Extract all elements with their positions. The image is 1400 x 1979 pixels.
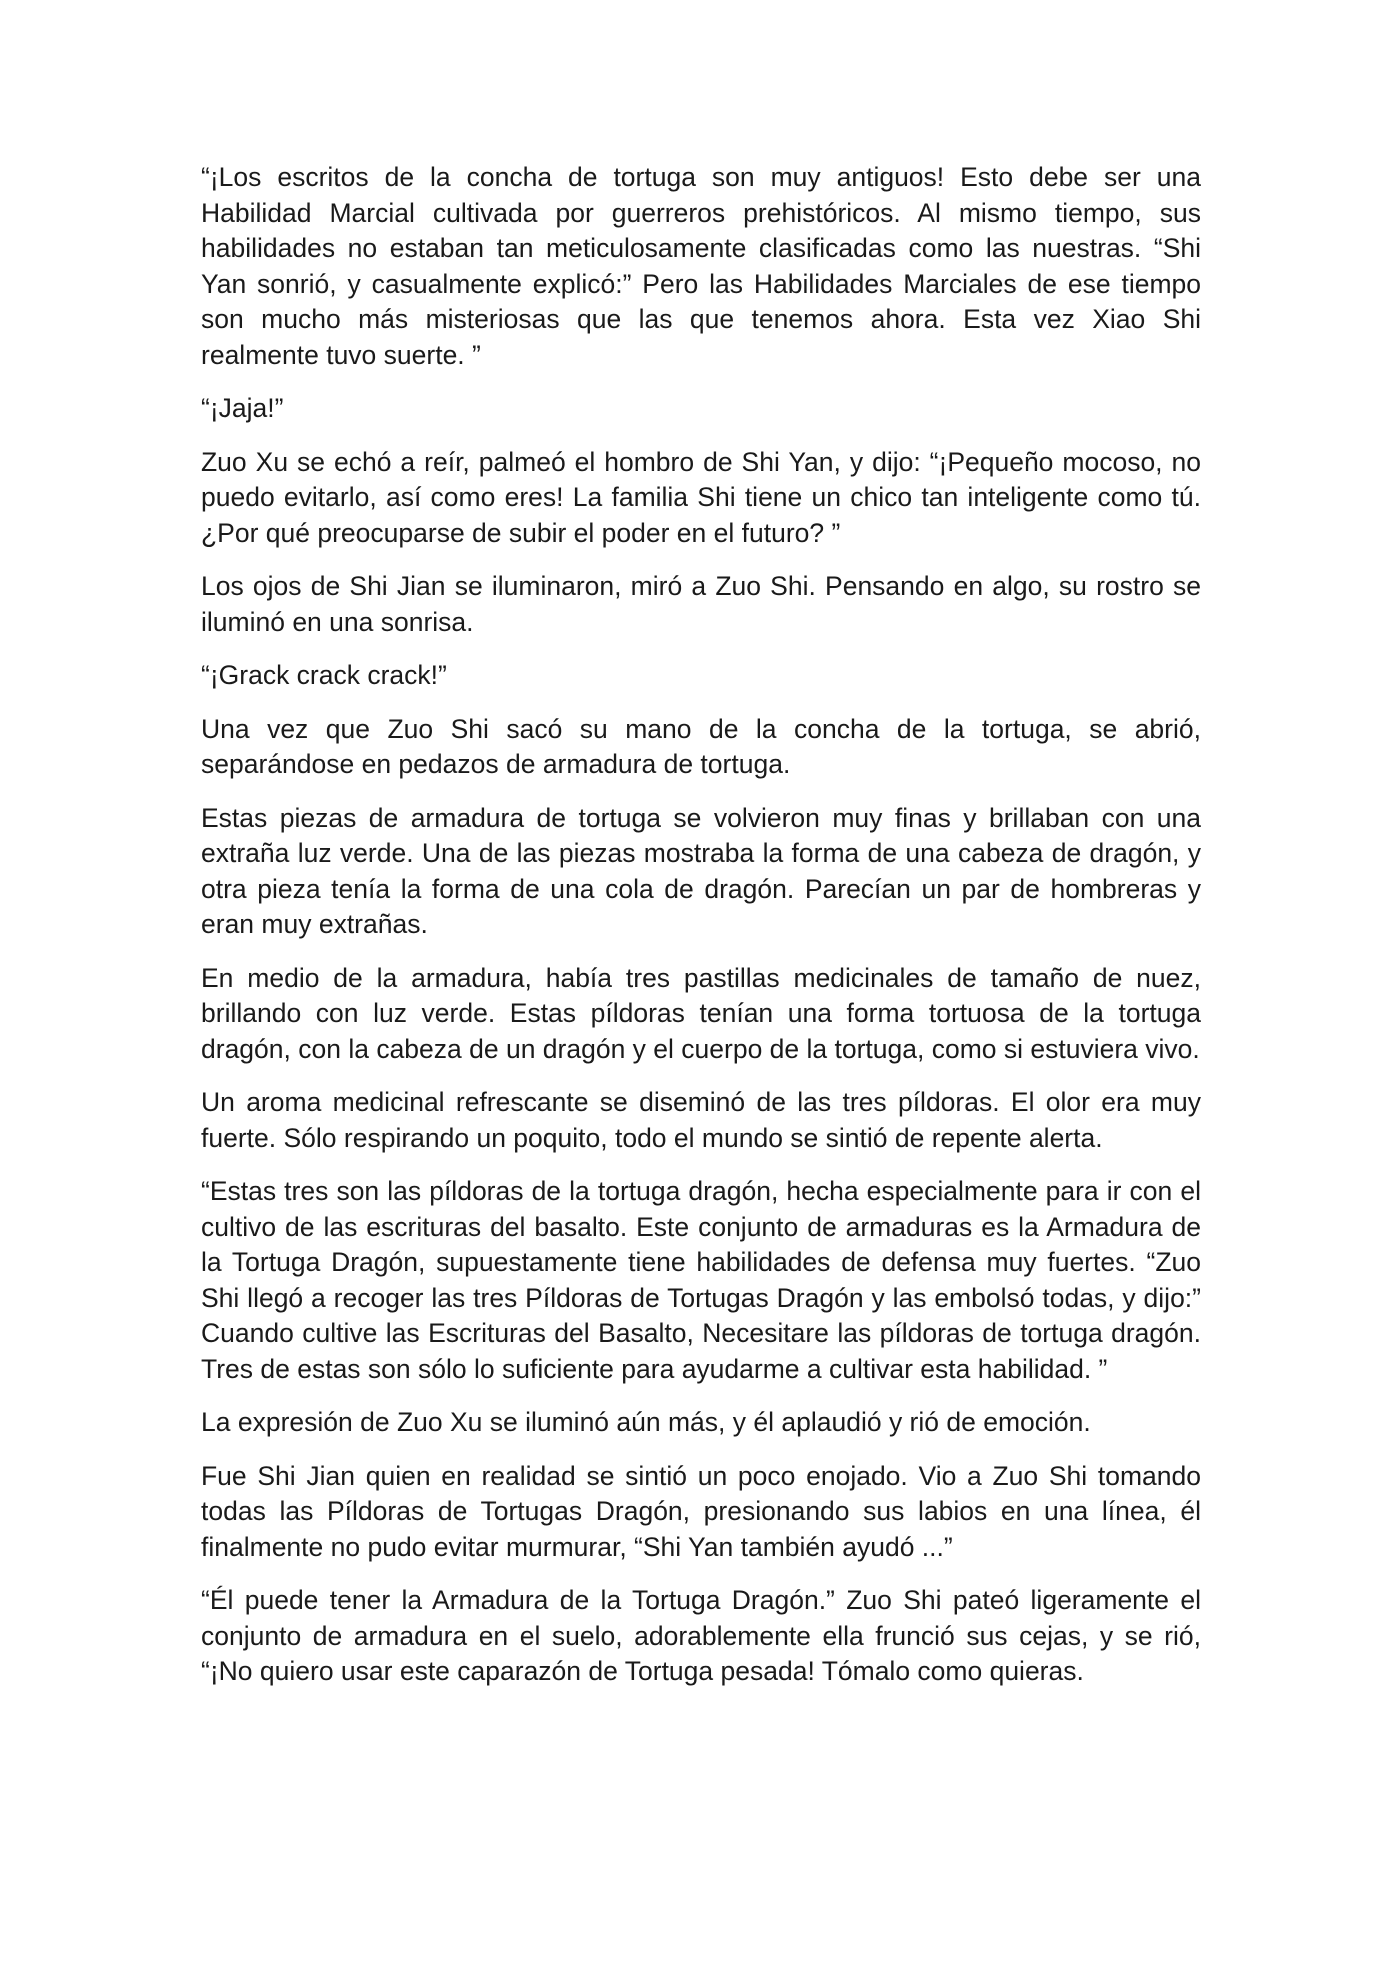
paragraph: Fue Shi Jian quien en realidad se sintió un poco enojado. Vio a Zuo Shi tomando todas las Píldoras de Tortugas Dragón, presionando sus labios en una línea, él finalmente no pudo evitar murmurar, “Shi Yan también ayudó ...” bbox=[201, 1460, 1201, 1562]
paragraph: La expresión de Zuo Xu se iluminó aún más, y él aplaudió y rió de emoción. bbox=[201, 1407, 1091, 1437]
paragraph: “Estas tres son las píldoras de la tortuga dragón, hecha especialmente para ir con el cultivo de las escrituras del basalto. Este conjunto de armaduras es la Armadura de la Tortuga Dragón, supuestamente tiene habilidades de defensa muy fuertes. “Zuo Shi llegó a recoger las tres Píldoras de Tortugas Dragón y las embolsó todas, y dijo:” Cuando cultive las Escrituras del Basalto, Necesitare las píldoras de tortuga dragón. Tres de estas son sólo lo suficiente para ayudarme a cultivar esta habilidad. ” bbox=[201, 1176, 1201, 1384]
paragraph: Los ojos de Shi Jian se iluminaron, miró a Zuo Shi. Pensando en algo, su rostro se iluminó en una sonrisa. bbox=[201, 571, 1201, 637]
paragraph: En medio de la armadura, había tres pastillas medicinales de tamaño de nuez, brillando con luz verde. Estas píldoras tenían una forma tortuosa de la tortuga dragón, con la cabeza de un dragón y el cuerpo de la tortuga, como si estuviera vivo. bbox=[201, 962, 1201, 1064]
paragraph: “¡Los escritos de la concha de tortuga son muy antiguos! Esto debe ser una Habilidad Marcial cultivada por guerreros prehistóricos. Al mismo tiempo, sus habilidades no estaban tan meticulosamente clasificadas como las nuestras. “Shi Yan sonrió, y casualmente explicó:” Pero las Habilidades Marciales de ese tiempo son mucho más misteriosas que las que tenemos ahora. Esta vez Xiao Shi realmente tuvo suerte. ” bbox=[201, 162, 1201, 370]
paragraph: “¡Jaja!” bbox=[201, 393, 284, 423]
body-text bbox=[201, 160, 1201, 1708]
paragraph: “Él puede tener la Armadura de la Tortuga Dragón.” Zuo Shi pateó ligeramente el conjunto de armadura en el suelo, adorablemente ella frunció sus cejas, y se rió, “¡No quiero usar este caparazón de Tortuga pesada! Tómalo como quieras. bbox=[201, 1585, 1201, 1686]
paragraph: Un aroma medicinal refrescante se diseminó de las tres píldoras. El olor era muy fuerte. Sólo respirando un poquito, todo el mundo se sintió de repente alerta. bbox=[201, 1087, 1201, 1153]
paragraph: Una vez que Zuo Shi sacó su mano de la concha de la tortuga, se abrió, separándose en pedazos de armadura de tortuga. bbox=[201, 713, 1201, 779]
paragraph: Zuo Xu se echó a reír, palmeó el hombro de Shi Yan, y dijo: “¡Pequeño mocoso, no puedo evitarlo, así como eres! La familia Shi tiene un chico tan inteligente como tú. ¿Por qué preocuparse de subir el poder en el futuro? ” bbox=[201, 446, 1201, 548]
paragraph: “¡Grack crack crack!” bbox=[201, 660, 447, 690]
paragraph: Estas piezas de armadura de tortuga se volvieron muy finas y brillaban con una extraña luz verde. Una de las piezas mostraba la forma de una cabeza de dragón, y otra pieza tenía la forma de una cola de dragón. Parecían un par de hombreras y eran muy extrañas. bbox=[201, 802, 1201, 939]
